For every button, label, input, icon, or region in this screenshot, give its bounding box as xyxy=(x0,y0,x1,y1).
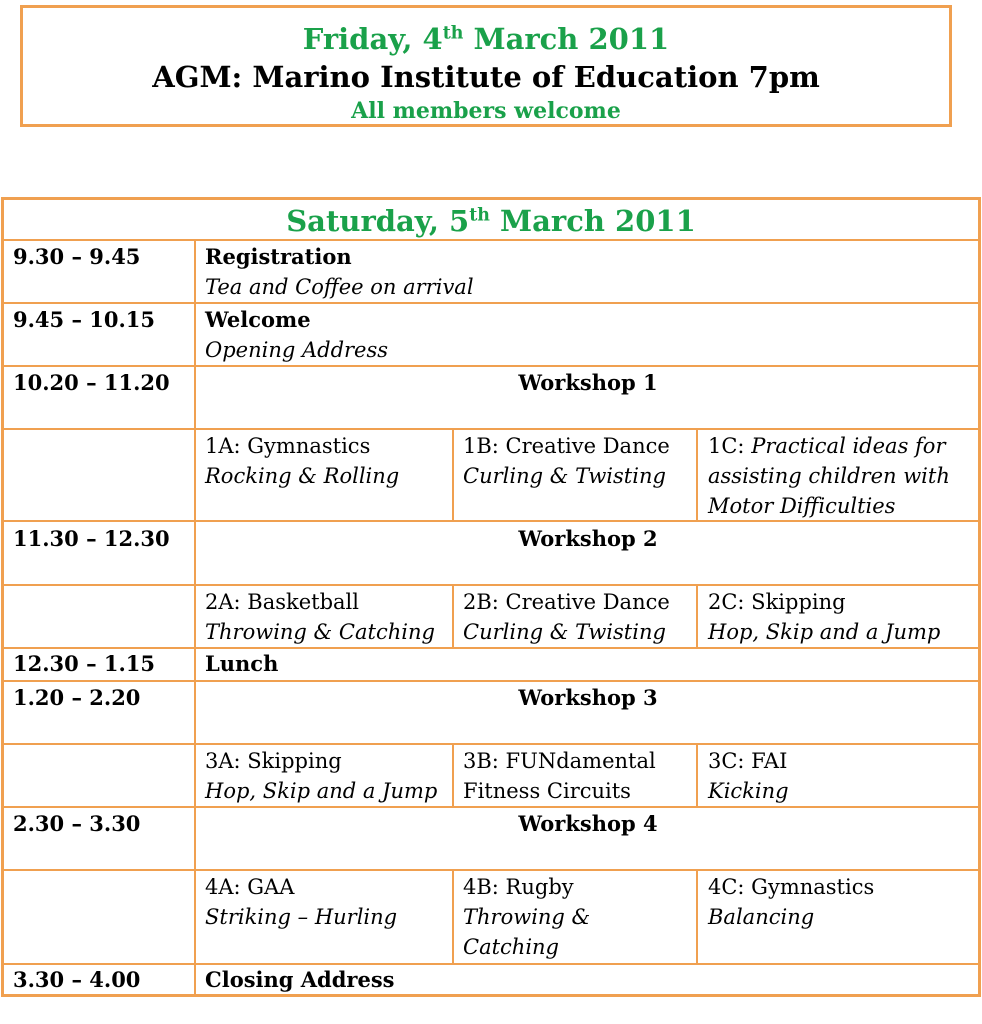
session-detail: Balancing xyxy=(708,905,815,929)
session-name: 2C: Skipping xyxy=(708,590,846,614)
session-subtitle: Opening Address xyxy=(205,338,389,362)
session-name: 1A: Gymnastics xyxy=(205,434,371,458)
session-name: 4C: Gymnastics xyxy=(708,875,875,899)
session-title: Registration xyxy=(205,244,352,269)
session-detail: Curling & Twisting xyxy=(463,464,666,488)
session-name: 3B: FUNdamental xyxy=(463,749,656,773)
session-detail: Catching xyxy=(463,935,559,959)
time-slot: 9.45 – 10.15 xyxy=(13,307,156,332)
session-name: 2A: Basketball xyxy=(205,590,359,614)
session-detail: Hop, Skip and a Jump xyxy=(708,620,941,644)
workshop-heading: Workshop 1 xyxy=(518,370,658,395)
agm-heading: AGM: Marino Institute of Education 7pm xyxy=(152,60,820,94)
workshop-heading: Workshop 2 xyxy=(518,526,658,551)
session-detail: Throwing & xyxy=(463,905,591,929)
workshop-heading: Workshop 4 xyxy=(518,811,658,836)
members-welcome: All members welcome xyxy=(351,98,621,124)
time-slot: 3.30 – 4.00 xyxy=(13,967,141,992)
session-detail: assisting children with xyxy=(708,464,950,488)
session-title: Welcome xyxy=(205,307,311,332)
friday-date: Friday, 4th March 2011 xyxy=(302,22,670,56)
session-detail: Curling & Twisting xyxy=(463,620,666,644)
saturday-schedule-table xyxy=(1,197,981,997)
session-detail: Rocking & Rolling xyxy=(205,464,400,488)
time-slot: 9.30 – 9.45 xyxy=(13,244,141,269)
workshop-heading: Workshop 3 xyxy=(518,685,658,710)
session-name: 2B: Creative Dance xyxy=(463,590,670,614)
session-name: 4B: Rugby xyxy=(463,875,574,899)
session-name: 1C: Practical ideas for xyxy=(708,434,946,458)
session-detail: Throwing & Catching xyxy=(205,620,435,644)
session-name: 4A: GAA xyxy=(205,875,295,899)
time-slot: 2.30 – 3.30 xyxy=(13,811,141,836)
time-slot: 12.30 – 1.15 xyxy=(13,651,156,676)
time-slot: 11.30 – 12.30 xyxy=(13,526,170,551)
saturday-date: Saturday, 5th March 2011 xyxy=(286,204,696,238)
session-detail: Kicking xyxy=(708,779,789,803)
session-name: 1B: Creative Dance xyxy=(463,434,670,458)
session-title: Lunch xyxy=(205,651,279,676)
session-detail: Striking – Hurling xyxy=(205,905,398,929)
agm-announcement-box xyxy=(20,5,952,127)
session-name: 3C: FAI xyxy=(708,749,788,773)
session-detail: Motor Difficulties xyxy=(708,494,896,518)
session-detail: Hop, Skip and a Jump xyxy=(205,779,438,803)
session-subtitle: Tea and Coffee on arrival xyxy=(205,275,474,299)
session-detail: Fitness Circuits xyxy=(463,779,631,803)
time-slot: 1.20 – 2.20 xyxy=(13,685,141,710)
session-name: 3A: Skipping xyxy=(205,749,342,773)
session-title: Closing Address xyxy=(205,967,395,992)
time-slot: 10.20 – 11.20 xyxy=(13,370,170,395)
